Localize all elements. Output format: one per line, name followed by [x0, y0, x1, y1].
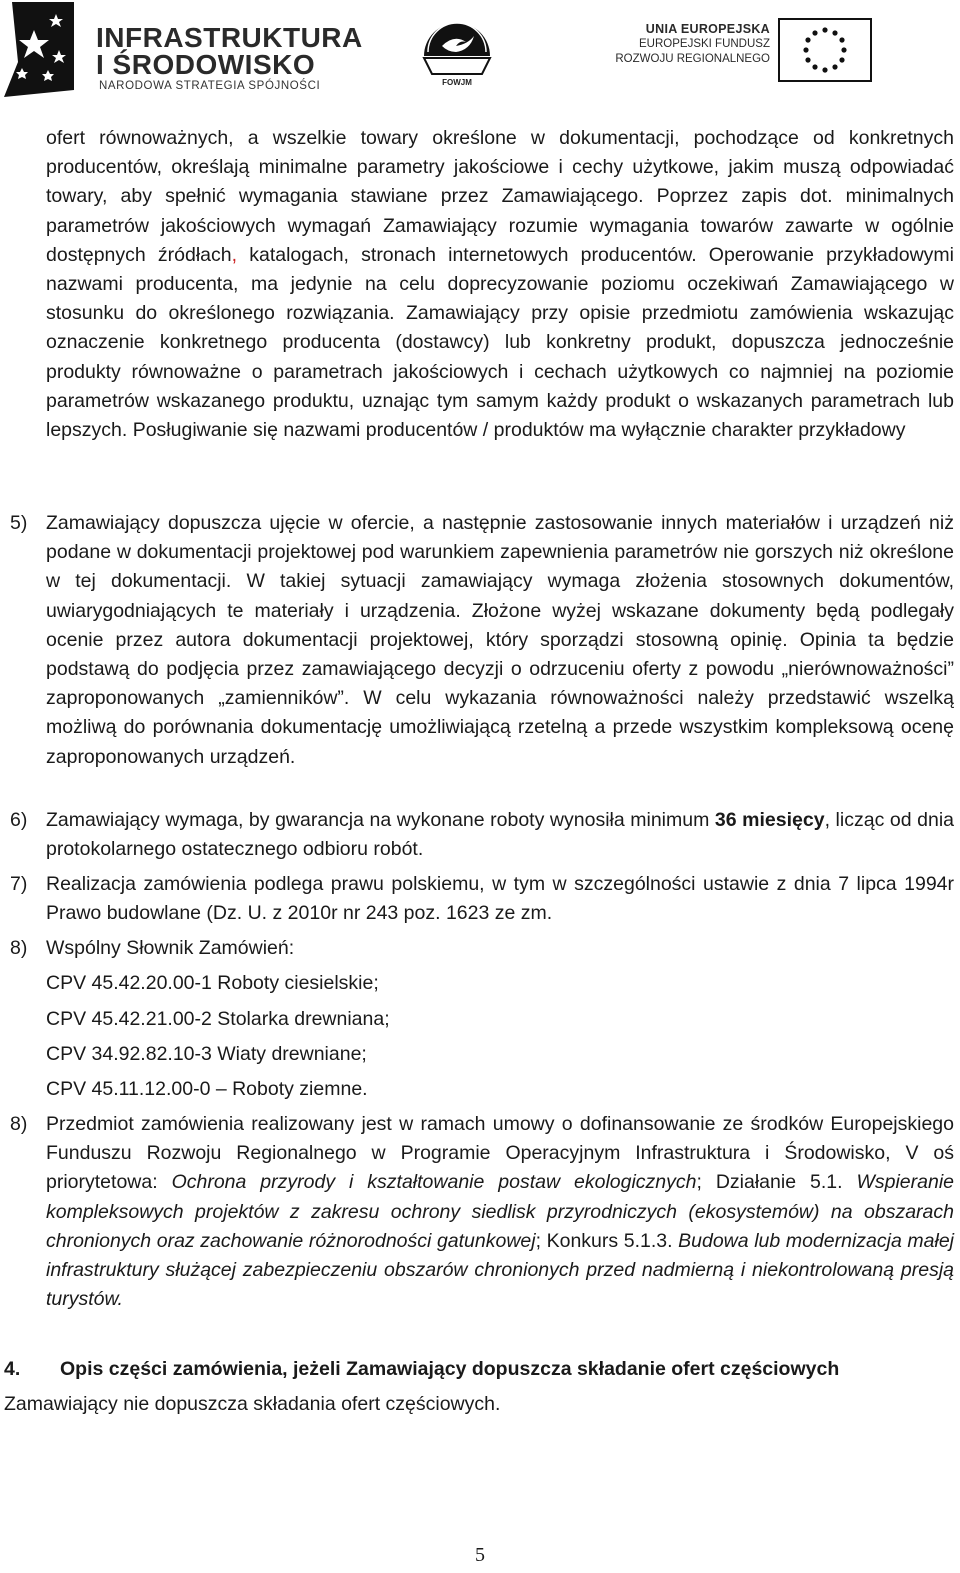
intro-red-comma: ,: [231, 243, 238, 266]
infrastruktura-srodowisko-logo: [4, 2, 363, 97]
fowjm-logo: [420, 16, 494, 90]
is-logo-title-line2: I ŚRODOWISKO: [96, 49, 316, 80]
list-item-text: Wspólny Słownik Zamówień:: [46, 937, 295, 959]
cpv-code-3: CPV 34.92.82.10-3 Wiaty drewniane;: [46, 1043, 367, 1065]
is-emblem-icon: [4, 2, 78, 97]
cpv-code-2: CPV 45.42.21.00-2 Stolarka drewniana;: [46, 1008, 390, 1030]
unia-europejska-logo: [612, 18, 882, 88]
is-logo-title-line1: INFRASTRUKTURA: [96, 22, 363, 53]
list-item-text: Zamawiający wymaga, by gwarancja na wykonane roboty wynosiła minimum: [46, 809, 715, 831]
section-4-title: Opis części zamówienia, jeżeli Zamawiający dopuszcza składanie ofert częściowych: [60, 1358, 840, 1380]
guarantee-period: 36 miesięcy: [714, 809, 825, 831]
is-logo-subtitle: NARODOWA STRATEGIA SPÓJNOŚCI: [99, 80, 321, 92]
list-item-7: [10, 870, 954, 928]
funding-priority-axis: Ochrona przyrody i kształtowanie postaw ekologicznych: [171, 1171, 697, 1194]
funding-text-2: ; Działanie 5.1.: [696, 1171, 857, 1194]
list-item-number: 7): [10, 873, 28, 895]
funding-action: Wspieranie kompleksowych projektów z zakresu ochrony siedlisk przyrodniczych (ekosystemów) na obszarach chronionych oraz zachowanie różnorodności gatunkowej: [46, 1171, 954, 1252]
section-4-heading: [4, 1355, 954, 1384]
ue-logo-line1: UNIA EUROPEJSKA: [645, 22, 770, 36]
list-item-text: Zamawiający dopuszcza ujęcie w ofercie, a następnie zastosowanie innych materiałów i urządzeń niż podane w dokumentacji projektowej pod warunkiem zapewnienia parametrów nie gorszych niż określone w tej dokumentacji. W takiej sytuacji zamawiający wymaga złożenia stosownych dokumentów, uwiarygodniających te materiały i urządzenia. Złożone wyżej wskazane dokumenty będą podlegały ocenie przez autora dokumentacji projektowej, który sporządzi stosowną opinię. Opinia ta będzie podstawą do podjęcia przez zamawiającego decyzji o odrzuceniu oferty z powodu „nierównoważności” zaproponowanych „zamienników”. W celu wykazania równoważności należy przedstawić wszelką możliwą do porównania dokumentację umożliwiającą rzetelną a przede wszystkim kompleksową ocenę zaproponowanych urządzeń.: [46, 512, 954, 768]
intro-text-part2: katalogach, stronach internetowych producentów. Operowanie przykładowymi nazwami producenta, ma jedynie na celu doprecyzowanie poziomu oczekiwań Zamawiającego w stosunku do określonego rozwiązania. Zamawiający przy opisie przedmiotu zamówienia wskazując oznaczenie konkretnego producenta (dostawcy) lub konkretny produkt, dopuszcza jednocześnie produkty równoważne o parametrach jakościowych i cechach użytkowych co najmniej na poziomie parametrów wskazanego produktu, uznając tym samym każdy produkt o wskazanych parametrach lub lepszych. Posługiwanie się nazwami producentów / produktów ma wyłącznie charakter przykładowy: [46, 243, 954, 442]
list-item-number: 8): [10, 1113, 28, 1135]
section-4-number: 4.: [4, 1358, 21, 1380]
list-item-6: [10, 806, 954, 864]
funding-contest: Budowa lub modernizacja małej infrastruktury służącej zabezpieczeniu obszarów chronionych przed nadmierną i niekontrolowaną presją turystów.: [46, 1229, 954, 1311]
page-header: [0, 0, 960, 100]
list-item-8-cpv: [10, 934, 954, 963]
list-item-5: [10, 509, 954, 772]
intro-text-part1: ofert równoważnych, a wszelkie towary określone w dokumentacji, pochodzące od konkretnych producentów, określają minimalne parametry jakościowe i cechy użytkowe, jakim muszą odpowiadać towary, aby spełnić wymagania stawiane przez Zamawiającego. Poprzez zapis dot. minimalnych parametrów jakościowych wymagań Zamawiający rozumie wymagania towarów zawarte w ogólnie dostępnych źródłach: [46, 127, 954, 266]
list-item-text: Realizacja zamówienia podlega prawu polskiemu, w tym w szczególności ustawie z dnia 7 lipca 1994r Prawo budowlane (Dz. U. z 2010r nr 243 poz. 1623 ze zm.: [46, 873, 954, 925]
list-item-text-end: , licząc od dnia protokolarnego ostatecznego odbioru robót.: [46, 809, 954, 861]
funding-text-3: ; Konkurs 5.1.3.: [535, 1229, 679, 1252]
intro-paragraph: [46, 124, 954, 445]
cpv-code-1: CPV 45.42.20.00-1 Roboty ciesielskie;: [46, 972, 379, 994]
funding-text-1: Przedmiot zamówienia realizowany jest w ramach umowy o dofinansowanie ze środków Europejskiego Funduszu Rozwoju Regionalnego w Programie Operacyjnym Infrastruktura i Środowisko, V oś priorytetowa:: [46, 1113, 954, 1194]
cpv-code-4: CPV 45.11.12.00-0 – Roboty ziemne.: [46, 1078, 368, 1100]
list-item-number: 5): [10, 512, 28, 534]
eu-flag-icon: [778, 18, 872, 82]
fowjm-logo-label: FOWJM: [442, 78, 472, 87]
list-item-number: 8): [10, 937, 28, 959]
list-item-8-funding: [10, 1110, 954, 1314]
ue-logo-line3: ROZWOJU REGIONALNEGO: [615, 53, 770, 65]
page-number: 5: [475, 1544, 485, 1566]
section-4-text: Zamawiający nie dopuszcza składania ofert częściowych.: [4, 1393, 501, 1415]
ue-logo-line2: EUROPEJSKI FUNDUSZ: [639, 38, 770, 50]
list-item-number: 6): [10, 809, 28, 831]
ue-logo-text: [612, 22, 770, 67]
